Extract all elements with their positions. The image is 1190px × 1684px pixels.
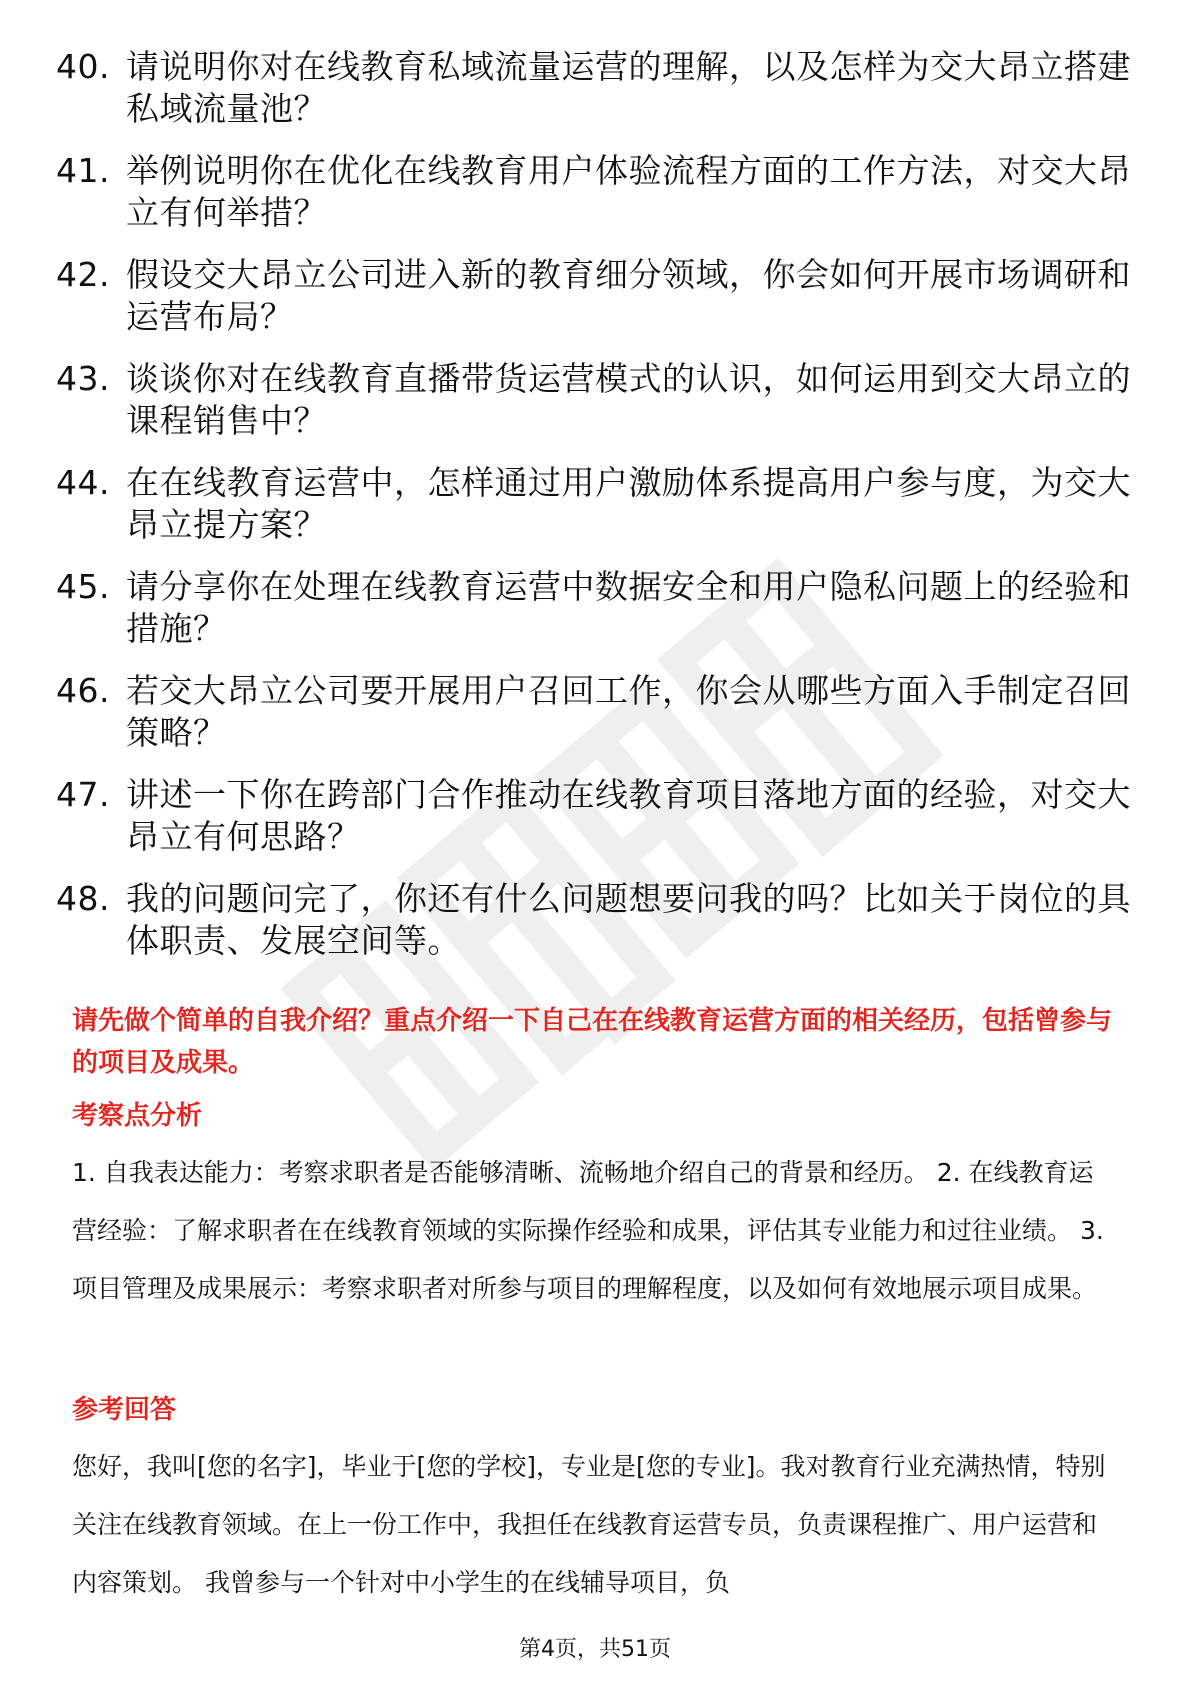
question-item bbox=[56, 774, 1136, 858]
question-text: 假设交大昂立公司进入新的教育细分领域，你会如何开展市场调研和运营布局？ bbox=[126, 255, 1131, 336]
question-text: 请说明你对在线教育私域流量运营的理解，以及怎样为交大昂立搭建私域流量池？ bbox=[126, 47, 1131, 128]
question-item bbox=[56, 462, 1136, 546]
analysis-body: 1. 自我表达能力：考察求职者是否能够清晰、流畅地介绍自己的背景和经历。 2. 在线教育运营经验：了解求职者在在线教育领域的实际操作经验和成果，评估其专业能力和过往业绩。 3. 项目管理及成果展示：考察求职者对所参与项目的理解程度，以及如何有效地展示项目成果。 bbox=[72, 1158, 1104, 1303]
question-number: 48. bbox=[56, 879, 110, 918]
featured-question: 请先做个简单的自我介绍？重点介绍一下自己在在线教育运营方面的相关经历，包括曾参与的项目及成果。 bbox=[72, 1006, 1113, 1078]
question-item bbox=[56, 358, 1136, 442]
question-item bbox=[56, 566, 1136, 650]
answer-heading: 参考回答 bbox=[72, 1395, 177, 1425]
question-item bbox=[56, 878, 1136, 962]
question-text: 谈谈你对在线教育直播带货运营模式的认识，如何运用到交大昂立的课程销售中？ bbox=[126, 359, 1131, 440]
question-number: 47. bbox=[56, 775, 110, 814]
question-item bbox=[56, 150, 1136, 234]
page-number-footer: 第4页，共51页 bbox=[519, 1637, 671, 1662]
answer-body: 您好，我叫[您的名字]，毕业于[您的学校]，专业是[您的专业]。我对教育行业充满热情，特别关注在线教育领域。在上一份工作中，我担任在线教育运营专员，负责课程推广、用户运营和内容策划。 我曾参与一个针对中小学生的在线辅导项目，负 bbox=[72, 1452, 1106, 1597]
question-number: 44. bbox=[56, 463, 110, 502]
question-item bbox=[56, 670, 1136, 754]
question-number: 40. bbox=[56, 47, 110, 86]
question-text: 讲述一下你在跨部门合作推动在线教育项目落地方面的经验，对交大昂立有何思路？ bbox=[126, 775, 1131, 856]
question-number: 46. bbox=[56, 671, 110, 710]
question-text: 举例说明你在优化在线教育用户体验流程方面的工作方法，对交大昂立有何举措？ bbox=[126, 151, 1131, 232]
question-number: 43. bbox=[56, 359, 110, 398]
question-text: 请分享你在处理在线教育运营中数据安全和用户隐私问题上的经验和措施？ bbox=[126, 567, 1131, 648]
question-item bbox=[56, 254, 1136, 338]
question-text: 在在线教育运营中，怎样通过用户激励体系提高用户参与度，为交大昂立提方案？ bbox=[126, 463, 1131, 544]
analysis-heading: 考察点分析 bbox=[72, 1101, 203, 1131]
question-list bbox=[56, 46, 1136, 982]
question-item bbox=[56, 46, 1136, 130]
question-number: 45. bbox=[56, 567, 110, 606]
question-number: 41. bbox=[56, 151, 110, 190]
question-text: 我的问题问完了，你还有什么问题想要问我的吗？比如关于岗位的具体职责、发展空间等。 bbox=[126, 879, 1131, 960]
question-number: 42. bbox=[56, 255, 110, 294]
question-text: 若交大昂立公司要开展用户召回工作，你会从哪些方面入手制定召回策略？ bbox=[126, 671, 1131, 752]
